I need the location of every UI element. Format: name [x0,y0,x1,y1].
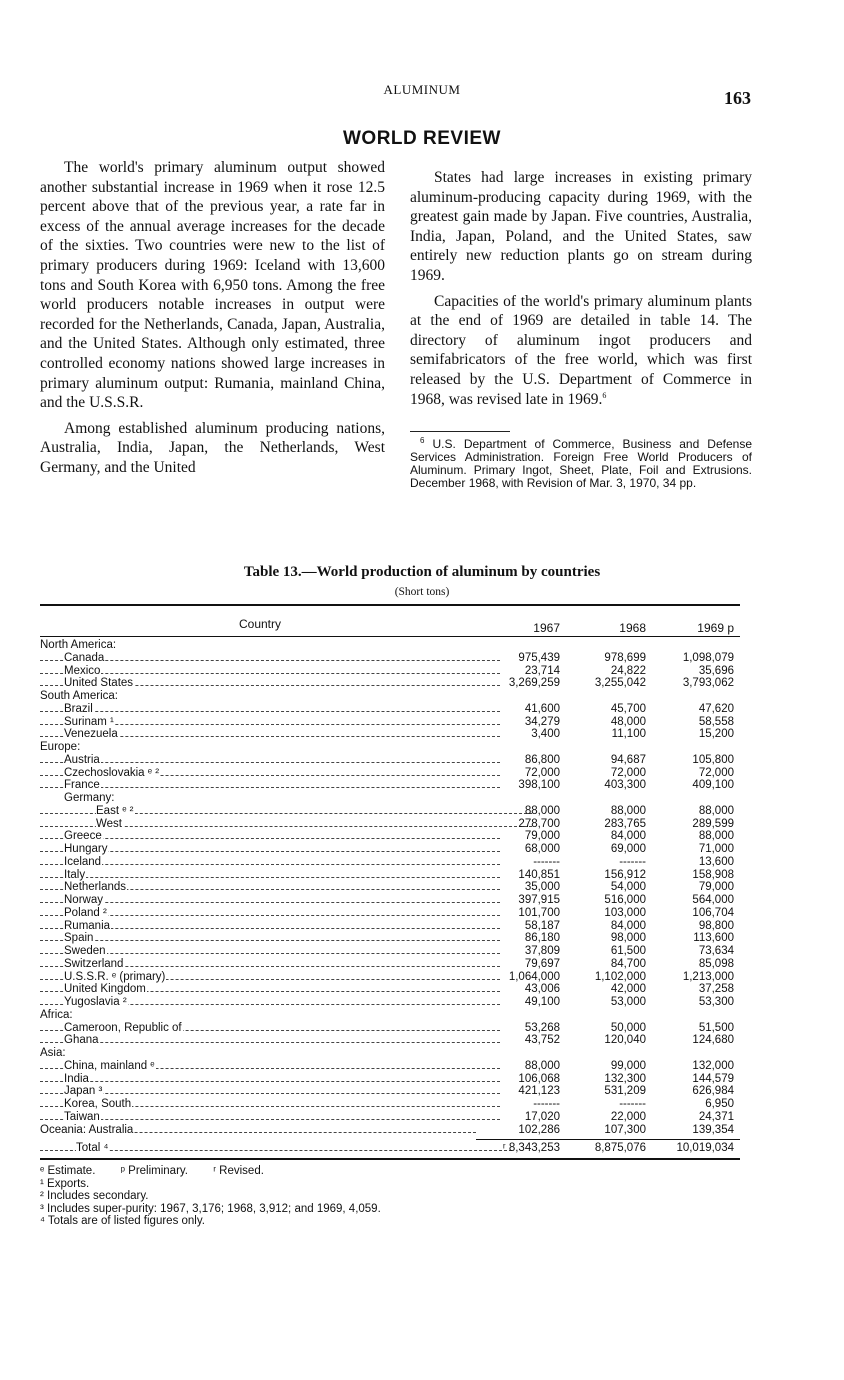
value-1967: 68,000 [524,843,560,855]
value-1969: 3,793,062 [682,677,734,690]
note-1: ¹ Exports. [40,1177,90,1190]
value-1968: 3,255,042 [594,677,646,690]
left-column [40,158,385,484]
country-name: Czechoslovakia ᵉ ² [40,767,504,780]
country-name: Hungary [40,843,504,856]
value-1969: 88,000 [698,804,734,817]
value-1968: 22,000 [610,1110,646,1123]
table-row [40,932,740,945]
value-1969: 626,984 [692,1085,734,1098]
value-1968: 283,765 [604,817,646,830]
table-row [40,805,740,818]
total-1969: 10,019,034 [676,1142,734,1155]
value-1967: 79,000 [524,830,560,843]
value-1968: 99,000 [610,1059,646,1072]
value-1969: 132,000 [692,1059,734,1072]
country-name: West [40,818,536,831]
table-group-row [40,639,740,652]
value-1969: 139,354 [692,1123,734,1136]
value-1967: 3,400 [531,728,560,741]
value-1967: 102,286 [518,1123,560,1136]
country-name: China, mainland ᵉ [40,1060,504,1073]
value-1969: 1,213,000 [682,970,734,983]
country-name: Surinam ¹ [40,716,504,729]
table-row [40,894,740,907]
country-name: North America: [40,639,117,651]
paragraph-text: Capacities of the world's primary aluminum plants at the end of 1969 are detailed in table 14. The directory of aluminum ingot producers and semifabricators of the free world, which was first released by the U.S. Department of Commerce in 1968, was revised late in 1969. [410,292,752,408]
value-1967: 101,700 [518,906,560,919]
paragraph: Among established aluminum producing nations, Australia, India, Japan, the Netherlands, West Germany, and the United [40,419,385,476]
country-name: Poland ² [40,907,504,920]
table-row [40,971,740,984]
value-1968: 98,000 [610,932,646,945]
country-name: Korea, South [40,1098,504,1111]
country-name: Cameroon, Republic of [40,1022,504,1035]
value-1967: 41,600 [524,702,560,715]
value-1969: 6,950 [705,1098,734,1110]
value-1968: 103,000 [604,906,646,919]
legend-revised: ʳ Revised. [213,1165,264,1177]
country-name: U.S.S.R. ᵉ (primary) [40,971,504,984]
value-1967: 43,006 [524,983,560,996]
country-name: Venezuela [40,728,504,741]
country-name: Oceania: Australia [40,1124,480,1137]
value-1969: 144,579 [692,1072,734,1085]
country-name: Brazil [40,703,504,716]
value-1969: 47,620 [698,702,734,715]
footnote-marker: 6 [420,436,425,446]
value-1967: 278,700 [518,817,560,830]
legend-row [40,1165,740,1178]
table-row [40,881,740,894]
value-1969: 53,300 [698,996,734,1008]
note-3: ³ Includes super-purity: 1967, 3,176; 1968, 3,912; and 1969, 4,059. [40,1202,381,1215]
value-1969: 105,800 [692,753,734,766]
value-1968: 54,000 [610,881,646,894]
table-row [40,703,740,716]
note-2: ² Includes secondary. [40,1190,149,1202]
value-1968: 120,040 [604,1034,646,1047]
table-group-row [40,1009,740,1022]
country-name: Japan ³ [40,1085,504,1098]
value-1967: 86,180 [524,932,560,945]
production-table [40,604,740,1228]
value-1968: 516,000 [604,894,646,906]
table-row [40,1124,740,1137]
right-column [410,168,752,490]
value-1968: 45,700 [610,702,646,715]
country-name: Spain [40,932,504,945]
value-1967: 49,100 [524,996,560,1008]
value-1967: 79,697 [524,957,560,970]
value-1969: 564,000 [692,894,734,906]
country-name: France [40,779,504,792]
value-1967: 1,064,000 [508,970,560,983]
table-row [40,945,740,958]
value-1969: 35,696 [698,664,734,677]
value-1969: 409,100 [692,779,734,792]
table-row [40,677,740,690]
value-1968: 88,000 [610,804,646,817]
legend-estimate: ᵉ Estimate. [40,1165,96,1177]
table-body [40,637,740,1136]
value-1969: 88,000 [698,830,734,843]
table-subtitle: (Short tons) [394,586,450,598]
country-name: United Kingdom [40,983,504,996]
total-label: Total ⁴ [40,1142,516,1154]
country-name: Netherlands [40,881,504,894]
value-1967: 3,269,259 [508,677,560,690]
table-title: Table 13.—World production of aluminum by countries [243,564,601,580]
value-1967: 88,000 [524,1059,560,1072]
value-1967: 72,000 [524,766,560,779]
country-name: Germany: [64,792,115,804]
value-1969: 158,908 [692,868,734,881]
value-1969: 51,500 [698,1021,734,1034]
section-title: WORLD REVIEW [343,128,501,149]
column-header-1967: 1967 [533,621,560,635]
country-name: Asia: [40,1047,66,1059]
value-1967: 140,851 [518,868,560,881]
value-1968: 24,822 [610,664,646,677]
table-row [40,716,740,729]
country-name: Africa: [40,1008,73,1021]
country-name: Taiwan [40,1111,504,1124]
value-1968: 48,000 [610,715,646,728]
value-1968: 53,000 [610,996,646,1008]
value-1969: 1,098,079 [682,651,734,664]
country-name: Canada [40,652,504,665]
value-1968: 978,699 [604,651,646,664]
value-1967: 37,809 [524,945,560,957]
footnote-divider [410,431,510,432]
country-name: Europe: [40,741,81,753]
table-group-row [40,741,740,754]
table-row [40,869,740,882]
value-1968: 94,687 [610,753,646,766]
country-name: Switzerland [40,958,504,971]
value-1968: 531,209 [604,1085,646,1098]
table-row [40,1085,740,1098]
value-1967: 53,268 [524,1021,560,1034]
value-1967: 23,714 [524,664,560,677]
table-row [40,843,740,856]
value-1969: 72,000 [698,766,734,779]
value-1968: 156,912 [604,868,646,881]
value-1968: 84,000 [610,830,646,843]
table-row [40,920,740,933]
table-row [40,1111,740,1124]
value-1968: 1,102,000 [594,970,646,983]
value-1968: 72,000 [610,766,646,779]
value-1967: 421,123 [518,1085,560,1098]
value-1969: 85,098 [698,957,734,970]
value-1968: 84,700 [610,957,646,970]
value-1969: 124,680 [692,1034,734,1047]
value-1968: 132,300 [604,1072,646,1085]
paragraph: The world's primary aluminum output showed another substantial increase in 1969 when it rose 12.5 percent above that of the previous year, a rate far in excess of the annual average increases for the decade of the sixties. Two countries were new to the list of primary producers during 1969: Iceland with 13,600 tons and South Korea with 6,950 tons. Among the free world producers notable increases in output were recorded for the Netherlands, Canada, Japan, Australia, and the United States. Although only estimated, three controlled economy nations showed large increases in primary aluminum output: Rumania, mainland China, and the U.S.S.R. [40,159,385,412]
value-1969: 113,600 [693,932,734,945]
value-1968: 61,500 [610,945,646,957]
value-1967: 43,752 [524,1034,560,1047]
table-row [40,1060,740,1073]
country-name: Italy [40,869,504,882]
table-row [40,754,740,767]
table-row [40,1034,740,1047]
country-name: East ᵉ ² [40,805,536,818]
page-number: 163 [724,88,751,108]
table-row [40,1022,740,1035]
paragraph: States had large increases in existing primary aluminum-producing capacity during 1969, with the greatest gain made by Japan. Five countries, Australia, India, Japan, Poland, and the United States, saw entirely new reduction plants go on stream during 1969. [410,169,752,284]
table-row [40,665,740,678]
country-name: India [40,1073,504,1086]
country-name: Austria [40,754,504,767]
country-name: Rumania [40,920,504,933]
column-header-1968: 1968 [619,621,646,635]
table-row [40,830,740,843]
value-1969: 13,600 [698,855,734,868]
country-name: United States [40,677,504,690]
country-name: Ghana [40,1034,504,1047]
column-header-1969: 1969 p [697,621,734,635]
table-row [40,856,740,869]
value-1967: 106,068 [518,1072,560,1085]
table-row [40,818,740,831]
column-header-country: Country [238,617,282,631]
value-1968: 403,300 [604,779,646,792]
table-total-row [40,1142,740,1155]
country-name: Greece [40,830,504,843]
value-1969: 24,371 [698,1110,734,1123]
value-1969: 15,200 [698,728,734,741]
value-1967: 35,000 [524,881,560,894]
value-1967: 58,187 [524,919,560,932]
value-1968: 50,000 [610,1021,646,1034]
value-1969: 79,000 [698,881,734,894]
value-1969: 106,704 [692,906,734,919]
value-1968: 107,300 [604,1123,646,1136]
value-1968: 84,000 [610,919,646,932]
value-1968: 11,100 [611,728,646,741]
value-1969: 98,800 [698,919,734,932]
running-head: ALUMINUM [383,82,461,97]
table-group-row [40,792,740,805]
country-name: Yugoslavia ² [40,996,504,1009]
footnote-reference: 6 [602,390,607,400]
value-1967: 86,800 [524,753,560,766]
table-bottom-rule [40,1158,740,1160]
table-row [40,779,740,792]
value-1969: 73,634 [698,945,734,957]
footnote-text: U.S. Department of Commerce, Business and Defense Services Administration. Foreign Free World Producers of Aluminum. Primary Ingot, Sheet, Plate, Foil and Extrusions. December 1968, with Revision of Mar. 3, 1970, 34 pp. [410,437,752,491]
note-4: ⁴ Totals are of listed figures only. [40,1215,205,1227]
value-1967: ------- [533,855,560,868]
table-row [40,767,740,780]
paragraph [410,292,752,410]
total-1967: ʳ 8,343,253 [502,1142,560,1155]
table-row [40,652,740,665]
legend-preliminary: ᵖ Preliminary. [120,1165,189,1177]
value-1967: 17,020 [524,1110,560,1123]
value-1968: ------- [619,1098,646,1110]
table-group-row [40,1047,740,1060]
value-1969: 58,558 [698,715,734,728]
footnote [410,438,752,490]
value-1968: ------- [619,855,646,868]
value-1968: 69,000 [610,843,646,855]
value-1967: 975,439 [518,651,560,664]
table-row [40,1073,740,1086]
table-row [40,1098,740,1111]
table-row [40,958,740,971]
value-1969: 71,000 [698,843,734,855]
table-header [40,606,740,636]
value-1967: 397,915 [518,894,560,906]
value-1967: 34,279 [524,715,560,728]
country-name: Mexico [40,665,504,678]
value-1967: 88,000 [524,804,560,817]
country-name: Iceland [40,856,504,869]
value-1967: ------- [533,1098,560,1110]
table-row [40,983,740,996]
value-1967: 398,100 [518,779,560,792]
table-row [40,996,740,1009]
table-group-row [40,690,740,703]
table-notes [40,1165,740,1228]
value-1969: 37,258 [698,983,734,996]
country-name: Sweden [40,945,504,958]
total-1968: 8,875,076 [594,1142,646,1155]
country-name: South America: [40,690,118,702]
table-row [40,728,740,741]
table-row [40,907,740,920]
value-1969: 289,599 [692,817,734,830]
country-name: Norway [40,894,504,907]
value-1968: 42,000 [610,983,646,996]
